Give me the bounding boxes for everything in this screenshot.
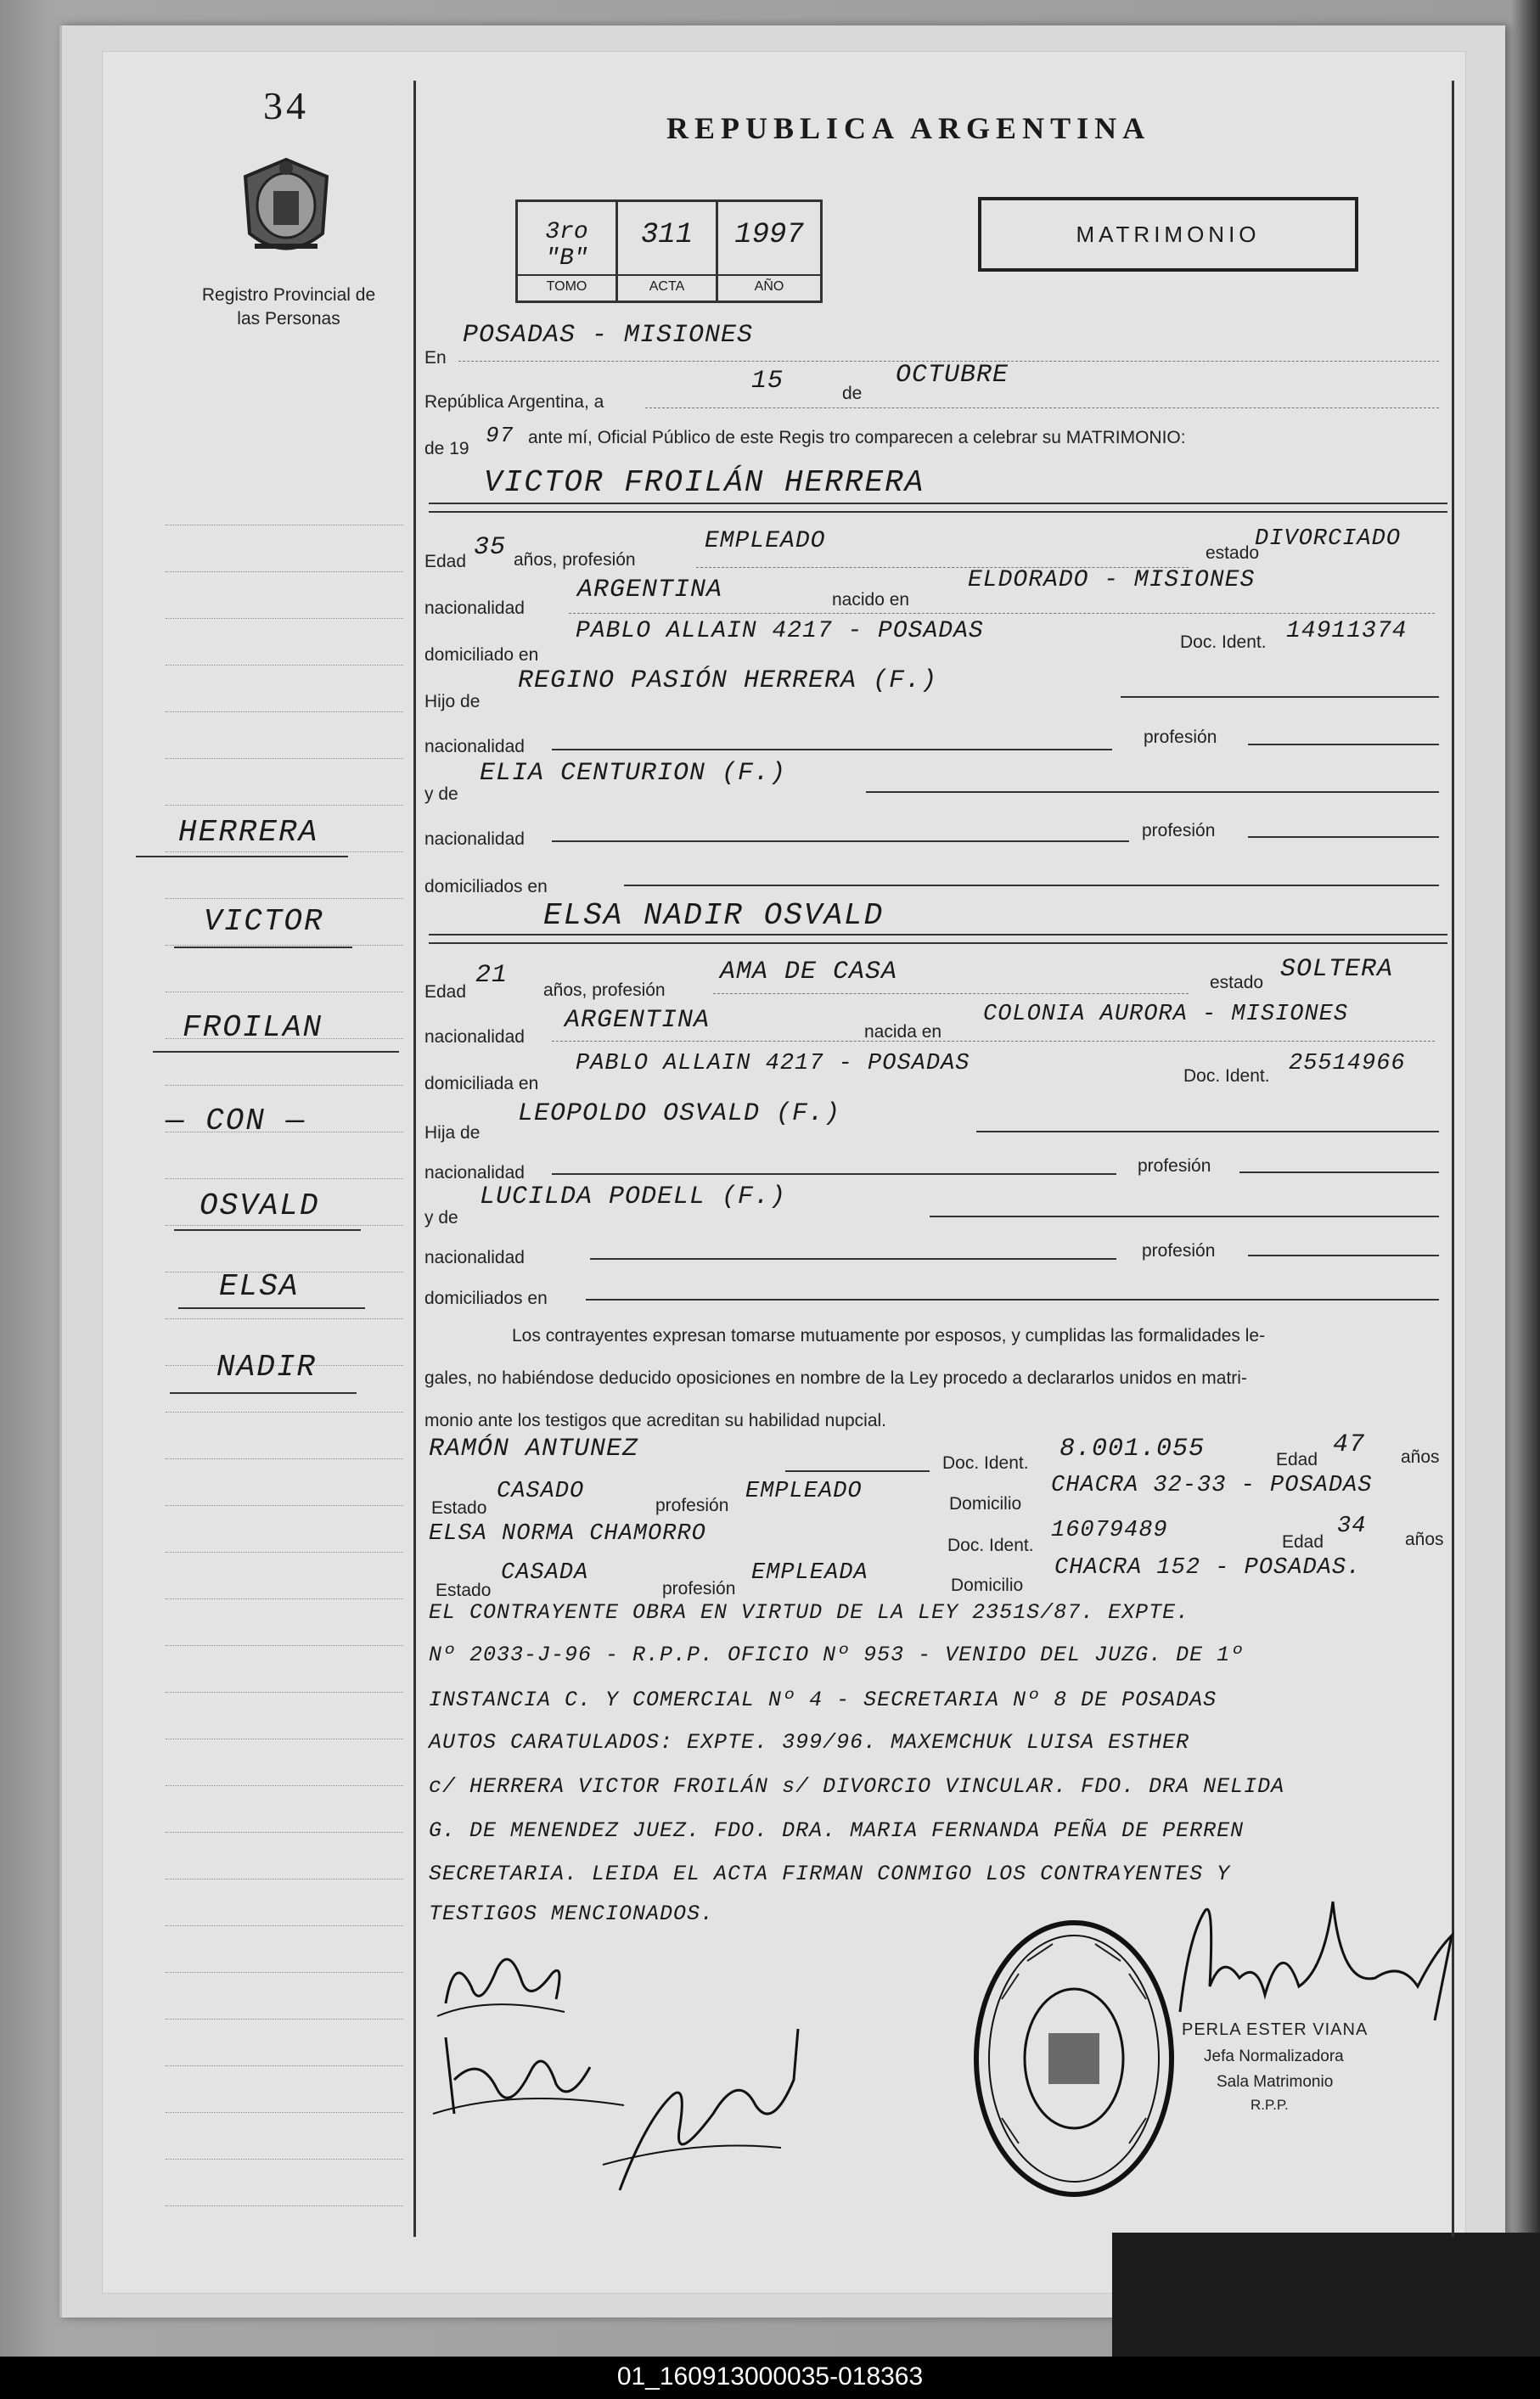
groom-status: DIVORCIADO (1255, 526, 1402, 552)
official-name: PERLA ESTER VIANA (1182, 2020, 1369, 2039)
groom-birthplace: ELDORADO - MISIONES (968, 567, 1256, 593)
de19-label: de 19 (424, 439, 469, 458)
page-title: REPUBLICA ARGENTINA (666, 111, 1151, 145)
witness-1-doc: 8.001.055 (1059, 1435, 1206, 1464)
margin-name-5: OSVALD (200, 1188, 320, 1223)
margin-rule-line (166, 1925, 403, 1926)
margin-name-1: HERRERA (178, 815, 319, 850)
republica-date-label: República Argentina, a (424, 392, 604, 412)
bride-anos-prof-label: años, profesión (543, 980, 666, 1000)
groom-prof3-label: profesión (1142, 821, 1216, 840)
fill-line (552, 749, 1112, 750)
witness-1-domicilio-label: Domicilio (949, 1494, 1022, 1514)
margin-name-6: ELSA (219, 1269, 300, 1304)
note-line-2: Nº 2033-J-96 - R.P.P. OFICIO Nº 953 - VENIDO DEL JUZG. DE 1º (429, 1643, 1245, 1667)
witness-1-status: CASADO (497, 1479, 585, 1504)
groom-doc: 14911374 (1286, 618, 1408, 644)
witness-2-doc: 16079489 (1051, 1518, 1168, 1543)
margin-rule-line (166, 571, 403, 572)
fill-line (1248, 836, 1439, 838)
fill-line (713, 993, 1189, 994)
margin-rule-line (166, 898, 403, 899)
margin-rule-line (166, 1085, 403, 1086)
bride-birthplace: COLONIA AURORA - MISIONES (983, 1002, 1349, 1027)
ano-label: AÑO (718, 274, 820, 295)
witness-2-age: 34 (1337, 1514, 1367, 1539)
fill-line (866, 791, 1439, 793)
fill-line (1248, 744, 1439, 745)
note-line-1: EL CONTRAYENTE OBRA EN VIRTUD DE LA LEY 2351S/87. EXPTE. (429, 1600, 1190, 1625)
record-number-box (515, 199, 823, 303)
signature-groom (594, 2020, 815, 2211)
witness-1-edad-label: Edad (1276, 1450, 1318, 1469)
margin-rule-line (166, 1692, 403, 1693)
footer-file-code: 01_160913000035-018363 (616, 2362, 924, 2391)
fill-line (552, 840, 1129, 842)
groom-nac3-label: nacionalidad (424, 829, 525, 849)
margin-rule-line (166, 1178, 403, 1179)
witness-2-anos-label: años (1405, 1530, 1444, 1549)
margin-rule-line (166, 805, 403, 806)
margin-underline (174, 947, 352, 948)
witness-2-edad-label: Edad (1282, 1532, 1324, 1552)
witness-2-doc-label: Doc. Ident. (947, 1536, 1034, 1555)
bride-hija-label: Hija de (424, 1123, 481, 1143)
margin-column-rule (413, 81, 416, 2237)
official-dept: R.P.P. (1251, 2097, 1289, 2113)
margin-name-7: NADIR (216, 1350, 318, 1385)
fill-line (645, 407, 1439, 408)
tomo-cell (518, 202, 618, 301)
groom-yde-label: y de (424, 784, 458, 804)
witness-1-doc-label: Doc. Ident. (942, 1453, 1029, 1473)
margin-rule-line (166, 2019, 403, 2020)
margin-rule-line (166, 2112, 403, 2113)
day-value: 15 (751, 367, 784, 396)
witness-1-anos-label: años (1401, 1447, 1440, 1467)
groom-nac2-label: nacionalidad (424, 737, 525, 756)
margin-rule-line (166, 1972, 403, 1973)
note-line-7: SECRETARIA. LEIDA EL ACTA FIRMAN CONMIGO LOS CONTRAYENTES Y (429, 1862, 1231, 1886)
witness-1-address: CHACRA 32-33 - POSADAS (1051, 1473, 1373, 1498)
fill-line (569, 613, 1435, 614)
witness-1-prof-label: profesión (655, 1496, 729, 1515)
witness-2-estado-label: Estado (436, 1581, 492, 1600)
place-value: POSADAS - MISIONES (463, 321, 754, 350)
margin-rule-line (166, 758, 403, 759)
fill-line (552, 1173, 1116, 1175)
margin-rule-line (166, 1598, 403, 1599)
scan-edge-shadow (1112, 2233, 1540, 2357)
groom-hijo-label: Hijo de (424, 692, 481, 711)
margin-name-3: FROILAN (183, 1010, 323, 1045)
coat-of-arms-icon (238, 153, 335, 272)
fill-line (1239, 1171, 1439, 1173)
witness-2-domicilio-label: Domicilio (951, 1576, 1024, 1595)
name-rule (429, 511, 1447, 513)
name-rule (429, 934, 1447, 935)
bride-nac2-label: nacionalidad (424, 1163, 525, 1183)
tomo-value: 3ro "B" (545, 219, 588, 272)
margin-rule-line (166, 665, 403, 666)
fill-line (1121, 696, 1439, 698)
bride-prof3-label: profesión (1142, 1241, 1216, 1261)
name-rule (429, 503, 1447, 504)
declaration-line-1: Los contrayentes expresan tomarse mutuamente por esposos, y cumplidas las formalidades le- (512, 1326, 1266, 1346)
groom-domiciliado-label: domiciliado en (424, 645, 539, 665)
margin-underline (170, 1392, 357, 1394)
bride-domiciliados-label: domiciliados en (424, 1289, 548, 1308)
acta-cell (618, 202, 718, 301)
acta-label: ACTA (618, 274, 716, 295)
official-title: Jefa Normalizadora (1204, 2048, 1344, 2065)
margin-underline (174, 1229, 361, 1231)
bride-nacida-label: nacida en (864, 1022, 942, 1042)
fill-line (552, 1041, 1435, 1042)
bride-nationality: ARGENTINA (565, 1006, 711, 1035)
bride-nac3-label: nacionalidad (424, 1248, 525, 1267)
witness-2-prof-label: profesión (662, 1579, 736, 1598)
bride-address: PABLO ALLAIN 4217 - POSADAS (576, 1051, 970, 1076)
groom-nacido-label: nacido en (832, 590, 910, 610)
witness-1-estado-label: Estado (431, 1498, 487, 1518)
official-office: Sala Matrimonio (1217, 2073, 1334, 2091)
bride-name: ELSA NADIR OSVALD (543, 898, 885, 933)
witness-1-profession: EMPLEADO (745, 1479, 863, 1504)
groom-mother: ELIA CENTURION (F.) (480, 759, 787, 788)
groom-address: PABLO ALLAIN 4217 - POSADAS (576, 618, 984, 644)
ano-value: 1997 (734, 219, 804, 251)
groom-prof2-label: profesión (1144, 728, 1217, 747)
fill-line (590, 1258, 1116, 1260)
groom-name: VICTOR FROILÁN HERRERA (484, 465, 925, 500)
note-line-4: AUTOS CARATULADOS: EXPTE. 399/96. MAXEMCHUK LUISA ESTHER (429, 1730, 1190, 1755)
fill-line (976, 1131, 1439, 1132)
margin-rule-line (166, 1645, 403, 1646)
margin-rule-line (166, 1225, 403, 1226)
bride-nacionalidad-label: nacionalidad (424, 1027, 525, 1047)
fill-line (586, 1299, 1439, 1301)
bride-doc-label: Doc. Ident. (1183, 1066, 1270, 1086)
month-value: OCTUBRE (896, 361, 1009, 390)
margin-rule-line (166, 945, 403, 946)
groom-father: REGINO PASIÓN HERRERA (F.) (518, 666, 938, 695)
witness-2-profession: EMPLEADA (751, 1560, 868, 1586)
fill-line (930, 1216, 1439, 1217)
name-rule (429, 942, 1447, 944)
bride-domiciliada-label: domiciliada en (424, 1074, 539, 1093)
margin-underline (178, 1307, 365, 1309)
bride-mother: LUCILDA PODELL (F.) (480, 1183, 787, 1211)
acta-value: 311 (640, 219, 694, 251)
groom-anos-prof-label: años, profesión (514, 550, 636, 570)
margin-rule-line (166, 711, 403, 712)
bride-status: SOLTERA (1280, 955, 1394, 984)
margin-name-2: VICTOR (204, 904, 324, 939)
en-label: En (424, 348, 447, 368)
groom-profession: EMPLEADO (705, 528, 826, 554)
bride-estado-label: estado (1210, 973, 1264, 992)
bride-doc: 25514966 (1289, 1051, 1406, 1076)
margin-rule-line (166, 1832, 403, 1833)
bride-father: LEOPOLDO OSVALD (F.) (518, 1099, 841, 1128)
margin-rule-line (166, 851, 403, 852)
ano-cell (718, 202, 820, 301)
margin-rule-line (166, 2159, 403, 2160)
groom-doc-label: Doc. Ident. (1180, 632, 1267, 652)
bride-yde-label: y de (424, 1208, 458, 1228)
groom-age: 35 (474, 533, 507, 562)
de-label: de (842, 384, 863, 403)
note-line-6: G. DE MENENDEZ JUEZ. FDO. DRA. MARIA FERNANDA PEÑA DE PERREN (429, 1818, 1245, 1843)
margin-rule-line (166, 1458, 403, 1459)
bride-age: 21 (475, 961, 509, 990)
margin-rule-line (166, 2205, 403, 2206)
page-number: 34 (263, 84, 309, 127)
witness-1-age: 47 (1333, 1430, 1366, 1459)
margin-rule-line (166, 618, 403, 619)
margin-underline (153, 1051, 399, 1053)
groom-nationality: ARGENTINA (577, 576, 723, 604)
groom-edad-label: Edad (424, 552, 467, 571)
groom-nacionalidad-label: nacionalidad (424, 598, 525, 618)
bride-profession: AMA DE CASA (720, 958, 898, 986)
margin-rule-line (166, 1785, 403, 1786)
official-seal-icon (968, 1914, 1180, 2207)
witness-2-address: CHACRA 152 - POSADAS. (1054, 1555, 1362, 1581)
margin-underline (136, 856, 348, 857)
note-line-3: INSTANCIA C. Y COMERCIAL Nº 4 - SECRETARIA Nº 8 DE POSADAS (429, 1688, 1217, 1712)
year-value: 97 (486, 423, 514, 448)
margin-rule-line (166, 2065, 403, 2066)
witness-2-name: ELSA NORMA CHAMORRO (429, 1521, 706, 1547)
fill-line (1248, 1255, 1439, 1256)
declaration-line-2: gales, no habiéndose deducido oposiciones en nombre de la Ley procedo a declararlos unidos en matri- (424, 1368, 1247, 1388)
fill-line (785, 1470, 930, 1472)
appearance-statement: ante mí, Oficial Público de este Regis tro comparecen a celebrar su MATRIMONIO: (528, 428, 1186, 447)
groom-domiciliados-label: domiciliados en (424, 877, 548, 896)
fill-line (624, 885, 1439, 886)
witness-1-name: RAMÓN ANTUNEZ (429, 1435, 639, 1464)
margin-rule-line (166, 1552, 403, 1553)
bride-prof2-label: profesión (1138, 1156, 1211, 1176)
groom-estado-label: estado (1206, 543, 1260, 563)
margin-name-4: — CON — (166, 1104, 306, 1138)
record-type-box: MATRIMONIO (978, 197, 1358, 272)
margin-rule-line (166, 1505, 403, 1506)
note-line-8: TESTIGOS MENCIONADOS. (429, 1902, 715, 1926)
tomo-label: TOMO (518, 274, 615, 295)
bride-edad-label: Edad (424, 982, 467, 1002)
registry-label: Registro Provincial de las Personas (201, 285, 376, 329)
witness-2-status: CASADA (501, 1560, 589, 1586)
margin-rule-line (166, 1412, 403, 1413)
declaration-line-3: monio ante los testigos que acreditan su habilidad nupcial. (424, 1411, 887, 1430)
note-line-5: c/ HERRERA VICTOR FROILÁN s/ DIVORCIO VINCULAR. FDO. DRA NELIDA (429, 1774, 1285, 1799)
margin-rule-line (166, 1318, 403, 1319)
